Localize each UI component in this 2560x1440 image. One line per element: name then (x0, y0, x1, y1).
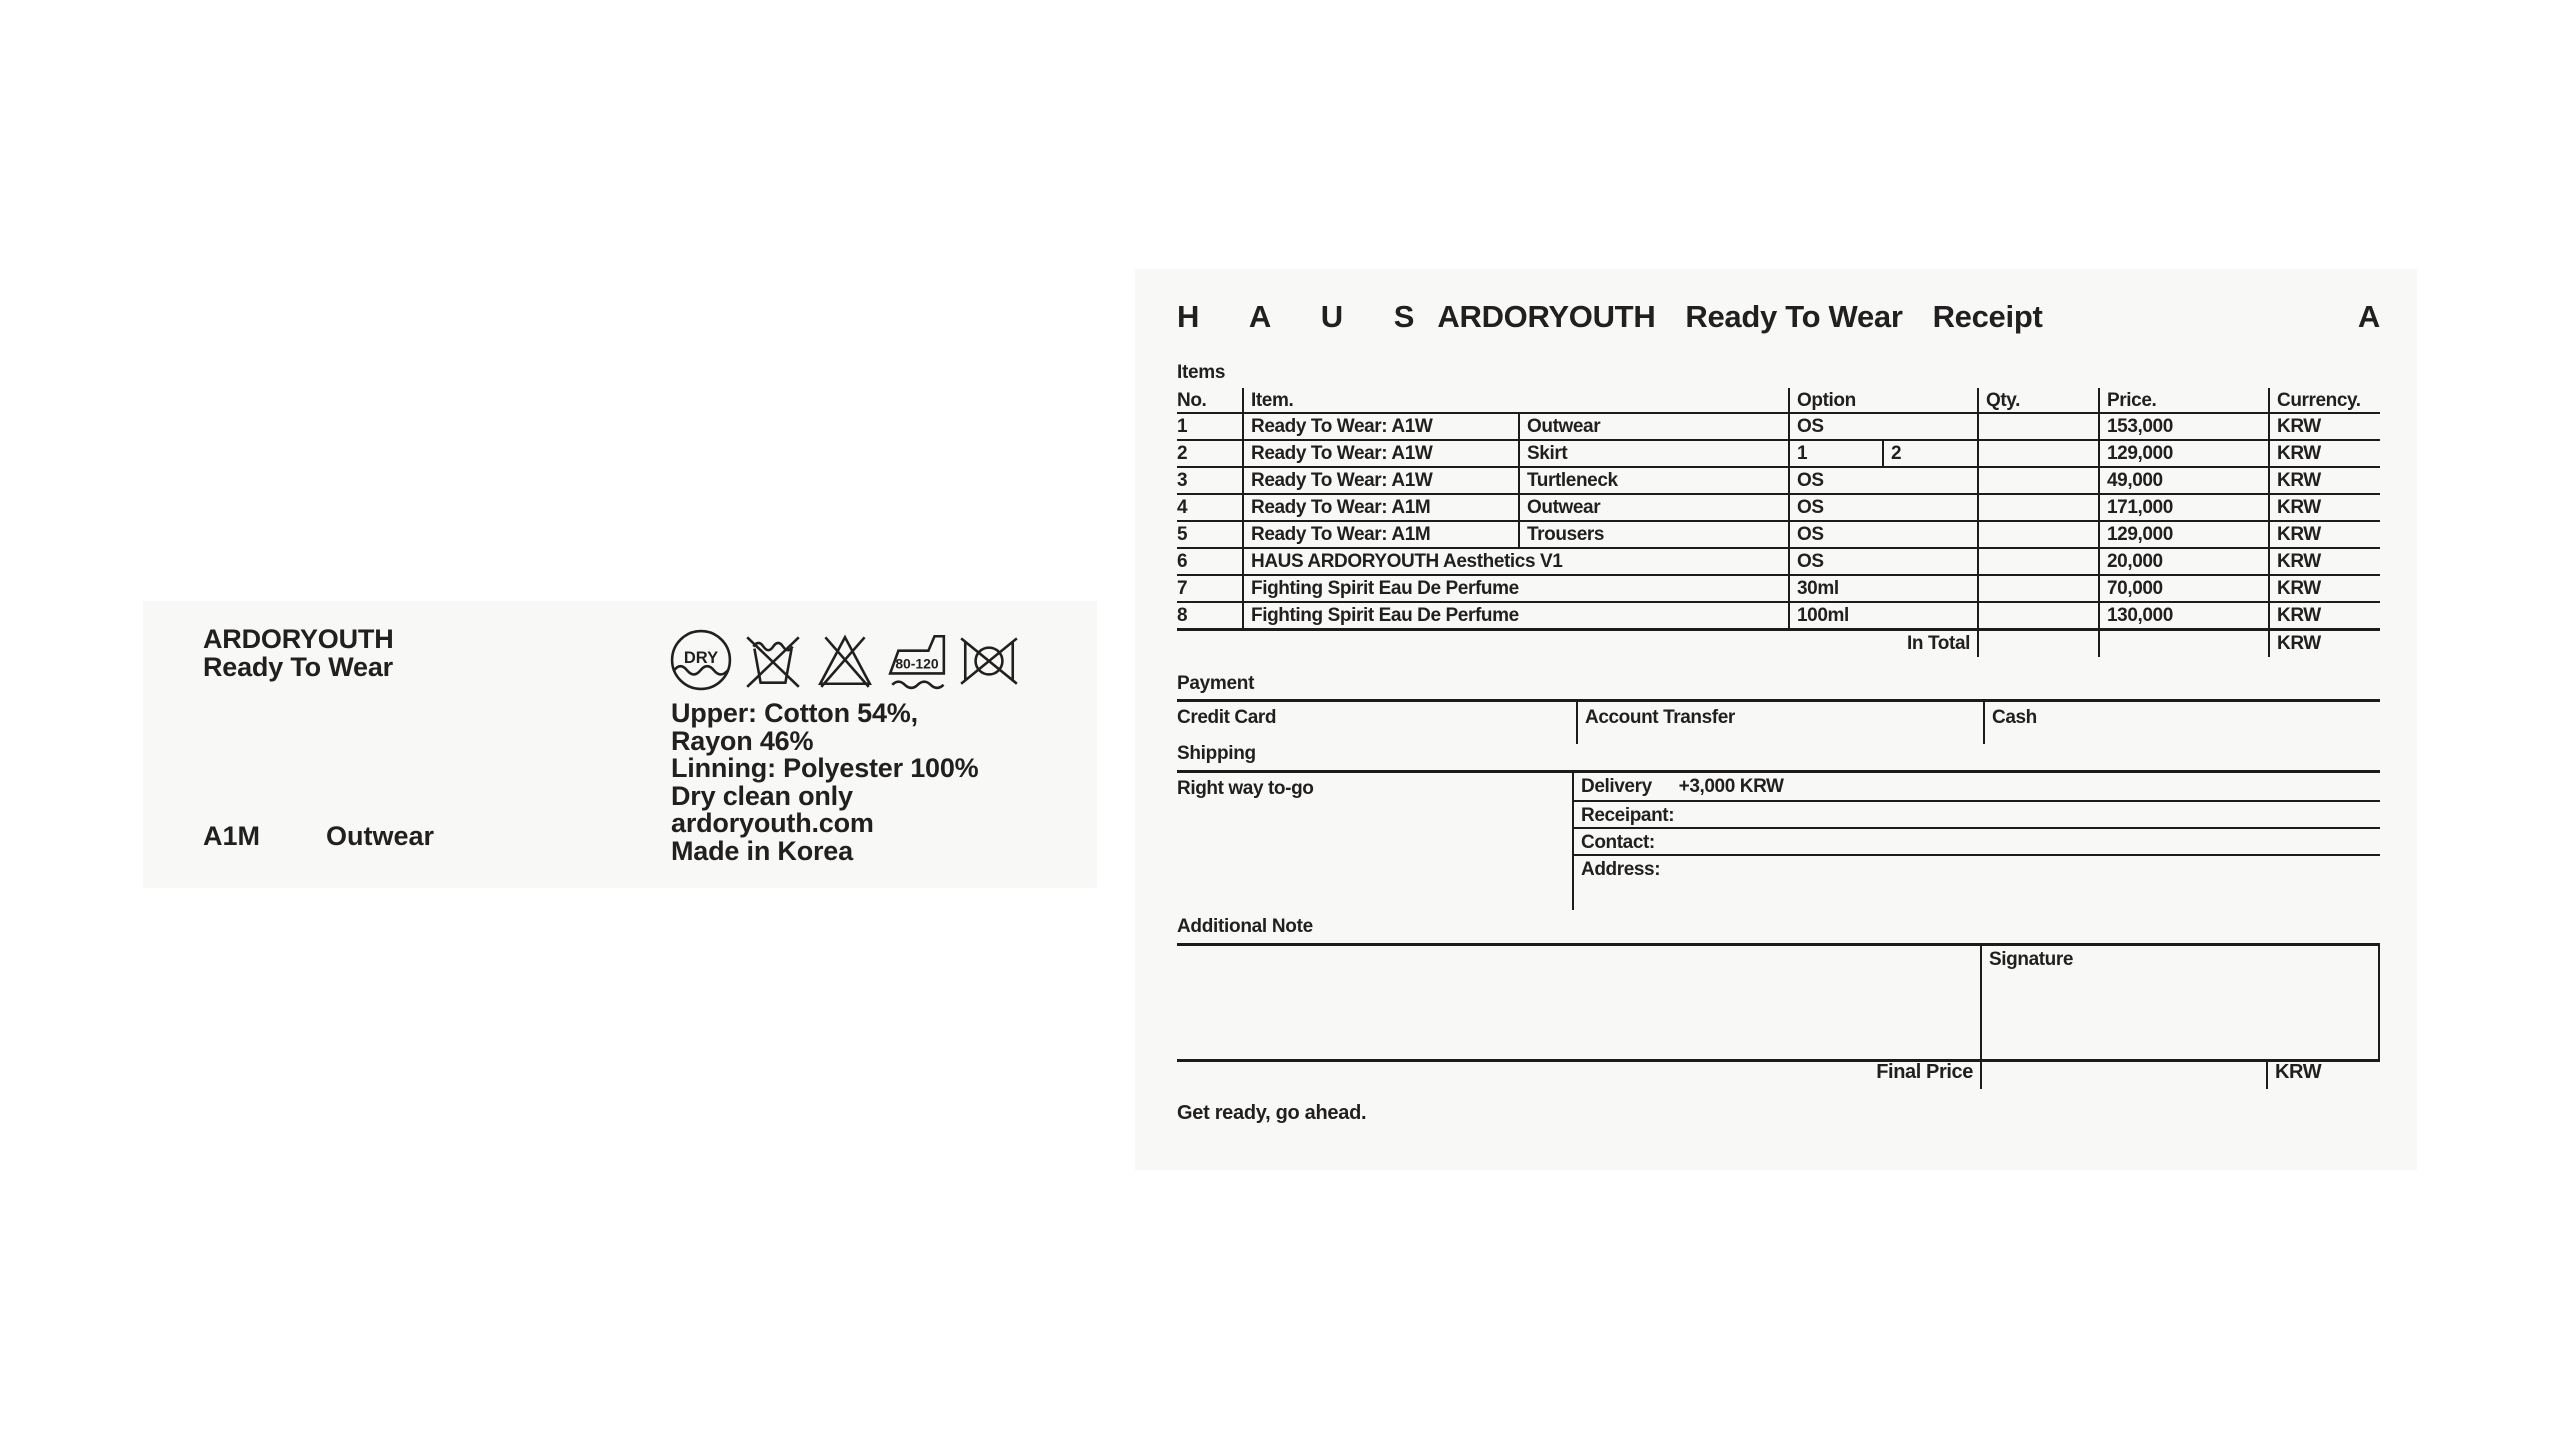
item-no: 5 (1177, 524, 1188, 545)
shipping-section-label: Shipping (1177, 743, 1256, 764)
total-currency: KRW (2268, 631, 2380, 657)
item-no: 4 (1177, 497, 1188, 518)
header-currency: Currency. (2268, 388, 2380, 412)
item-price: 129,000 (2098, 441, 2268, 466)
payment-method-cash: Cash (1983, 702, 2380, 744)
payment-methods-row (1177, 699, 2380, 744)
receipt-title (1177, 299, 2380, 335)
payment-method-account-transfer: Account Transfer (1576, 702, 1983, 744)
item-currency: KRW (2268, 576, 2380, 601)
signature-label: Signature (1989, 949, 2074, 970)
item-name: Ready To Wear: A1W (1242, 414, 1518, 439)
header-option: Option (1788, 388, 1977, 412)
header-price: Price. (2098, 388, 2268, 412)
item-qty (1977, 414, 2098, 439)
item-currency: KRW (2268, 468, 2380, 493)
item-qty (1977, 468, 2098, 493)
sku-code: A1M (203, 821, 261, 851)
item-name: Fighting Spirit Eau De Perfume (1242, 576, 1788, 601)
additional-note-box (1177, 943, 2380, 1062)
composition-text (671, 700, 978, 865)
delivery-label: Delivery (1581, 776, 1652, 797)
items-total-row (1177, 631, 2380, 657)
item-variant: Skirt (1518, 441, 1788, 466)
items-table (1177, 388, 2380, 657)
do-not-wash-icon (741, 628, 805, 692)
final-price-currency: KRW (2275, 1061, 2322, 1083)
item-price: 130,000 (2098, 603, 2268, 628)
total-price (2098, 631, 2268, 657)
item-option: 30ml (1788, 576, 1977, 601)
recipient-field: Receipant: (1574, 802, 2380, 829)
receipt-corner-mark: A (2357, 299, 2380, 334)
composition-line: ardoryouth.com (671, 808, 874, 838)
item-option: 100ml (1788, 603, 1977, 628)
item-name: Ready To Wear: A1W (1242, 441, 1518, 466)
receipt-brand-spaced: H A U S (1177, 299, 1436, 334)
item-row (1177, 603, 2380, 631)
item-qty (1977, 549, 2098, 574)
item-row (1177, 495, 2380, 522)
item-price: 153,000 (2098, 414, 2268, 439)
final-price-value (1980, 1059, 2268, 1089)
do-not-bleach-icon (813, 628, 877, 692)
item-row (1177, 549, 2380, 576)
item-option: OS (1788, 414, 1977, 439)
total-qty (1977, 631, 2098, 657)
item-currency: KRW (2268, 603, 2380, 628)
iron-temperature-icon (885, 628, 949, 692)
item-currency: KRW (2268, 522, 2380, 547)
payment-method-credit-card: Credit Card (1177, 707, 1277, 728)
item-option: OS (1788, 495, 1977, 520)
collection-name: Ready To Wear (203, 652, 393, 682)
receipt-footer: Get ready, go ahead. (1177, 1102, 1367, 1124)
item-currency: KRW (2268, 441, 2380, 466)
item-row (1177, 468, 2380, 495)
brand-name: ARDORYOUTH (203, 624, 394, 654)
item-qty (1977, 522, 2098, 547)
care-label-brand (203, 625, 394, 681)
item-row (1177, 576, 2380, 603)
item-price: 171,000 (2098, 495, 2268, 520)
item-option: OS (1788, 468, 1977, 493)
header-item: Item. (1242, 388, 1788, 412)
item-no: 2 (1177, 443, 1188, 464)
header-qty: Qty. (1977, 388, 2098, 412)
item-option-2: 2 (1882, 441, 1977, 466)
composition-line: Made in Korea (671, 835, 853, 866)
item-price: 129,000 (2098, 522, 2268, 547)
care-label-card (143, 601, 1097, 888)
final-price-row (1177, 1059, 2380, 1089)
item-currency: KRW (2268, 414, 2380, 439)
total-label: In Total (1907, 633, 1970, 654)
dry-clean-icon (669, 628, 733, 692)
receipt-collection: Ready To Wear (1685, 299, 1903, 334)
composition-line: Rayon 46% (671, 725, 814, 756)
delivery-row (1574, 773, 2380, 802)
item-no: 7 (1177, 578, 1188, 599)
item-variant: Trousers (1518, 522, 1788, 547)
shipping-table (1177, 770, 2380, 910)
receipt-brand: ARDORYOUTH (1437, 299, 1656, 334)
sku-category: Outwear (326, 821, 435, 851)
item-no: 1 (1177, 416, 1188, 437)
item-name: Ready To Wear: A1W (1242, 468, 1518, 493)
item-row (1177, 414, 2380, 441)
item-name: Ready To Wear: A1M (1242, 522, 1518, 547)
item-name: Fighting Spirit Eau De Perfume (1242, 603, 1788, 628)
item-qty (1977, 441, 2098, 466)
receipt-doc-type: Receipt (1932, 299, 2043, 334)
item-currency: KRW (2268, 495, 2380, 520)
additional-note-label: Additional Note (1177, 916, 1313, 937)
item-option: OS (1788, 549, 1977, 574)
item-variant: Outwear (1518, 495, 1788, 520)
item-variant: Outwear (1518, 414, 1788, 439)
item-price: 49,000 (2098, 468, 2268, 493)
shipping-method: Right way to-go (1177, 778, 1314, 799)
item-name: HAUS ARDORYOUTH Aesthetics V1 (1242, 549, 1788, 574)
items-header-row (1177, 388, 2380, 414)
item-price: 70,000 (2098, 576, 2268, 601)
header-no: No. (1177, 390, 1207, 411)
item-option: OS (1788, 522, 1977, 547)
items-section-label: Items (1177, 362, 1226, 383)
item-currency: KRW (2268, 549, 2380, 574)
item-no: 3 (1177, 470, 1188, 491)
item-no: 8 (1177, 605, 1188, 626)
item-row (1177, 441, 2380, 468)
item-qty (1977, 495, 2098, 520)
item-no: 6 (1177, 551, 1188, 572)
item-option-1: 1 (1788, 441, 1882, 466)
svg-text:DRY: DRY (683, 649, 719, 668)
payment-section-label: Payment (1177, 673, 1255, 694)
item-row (1177, 522, 2380, 549)
svg-text:80-120: 80-120 (895, 655, 939, 672)
delivery-fee: +3,000 KRW (1678, 776, 1784, 797)
contact-field: Contact: (1574, 829, 2380, 856)
do-not-wring-icon (957, 628, 1021, 692)
final-price-label: Final Price (1876, 1061, 1973, 1083)
composition-line: Linning: Polyester 100% (671, 753, 979, 783)
receipt-card (1135, 269, 2417, 1170)
item-variant: Turtleneck (1518, 468, 1788, 493)
care-icons-row (669, 628, 1021, 692)
sku-row (203, 821, 434, 852)
item-qty (1977, 603, 2098, 628)
composition-line: Upper: Cotton 54%, (671, 698, 918, 728)
item-qty (1977, 576, 2098, 601)
shipping-details (1572, 773, 2380, 910)
composition-line: Dry clean only (671, 780, 853, 811)
address-field: Address: (1581, 859, 1661, 880)
item-price: 20,000 (2098, 549, 2268, 574)
signature-box (1980, 946, 2380, 1059)
item-name: Ready To Wear: A1M (1242, 495, 1518, 520)
